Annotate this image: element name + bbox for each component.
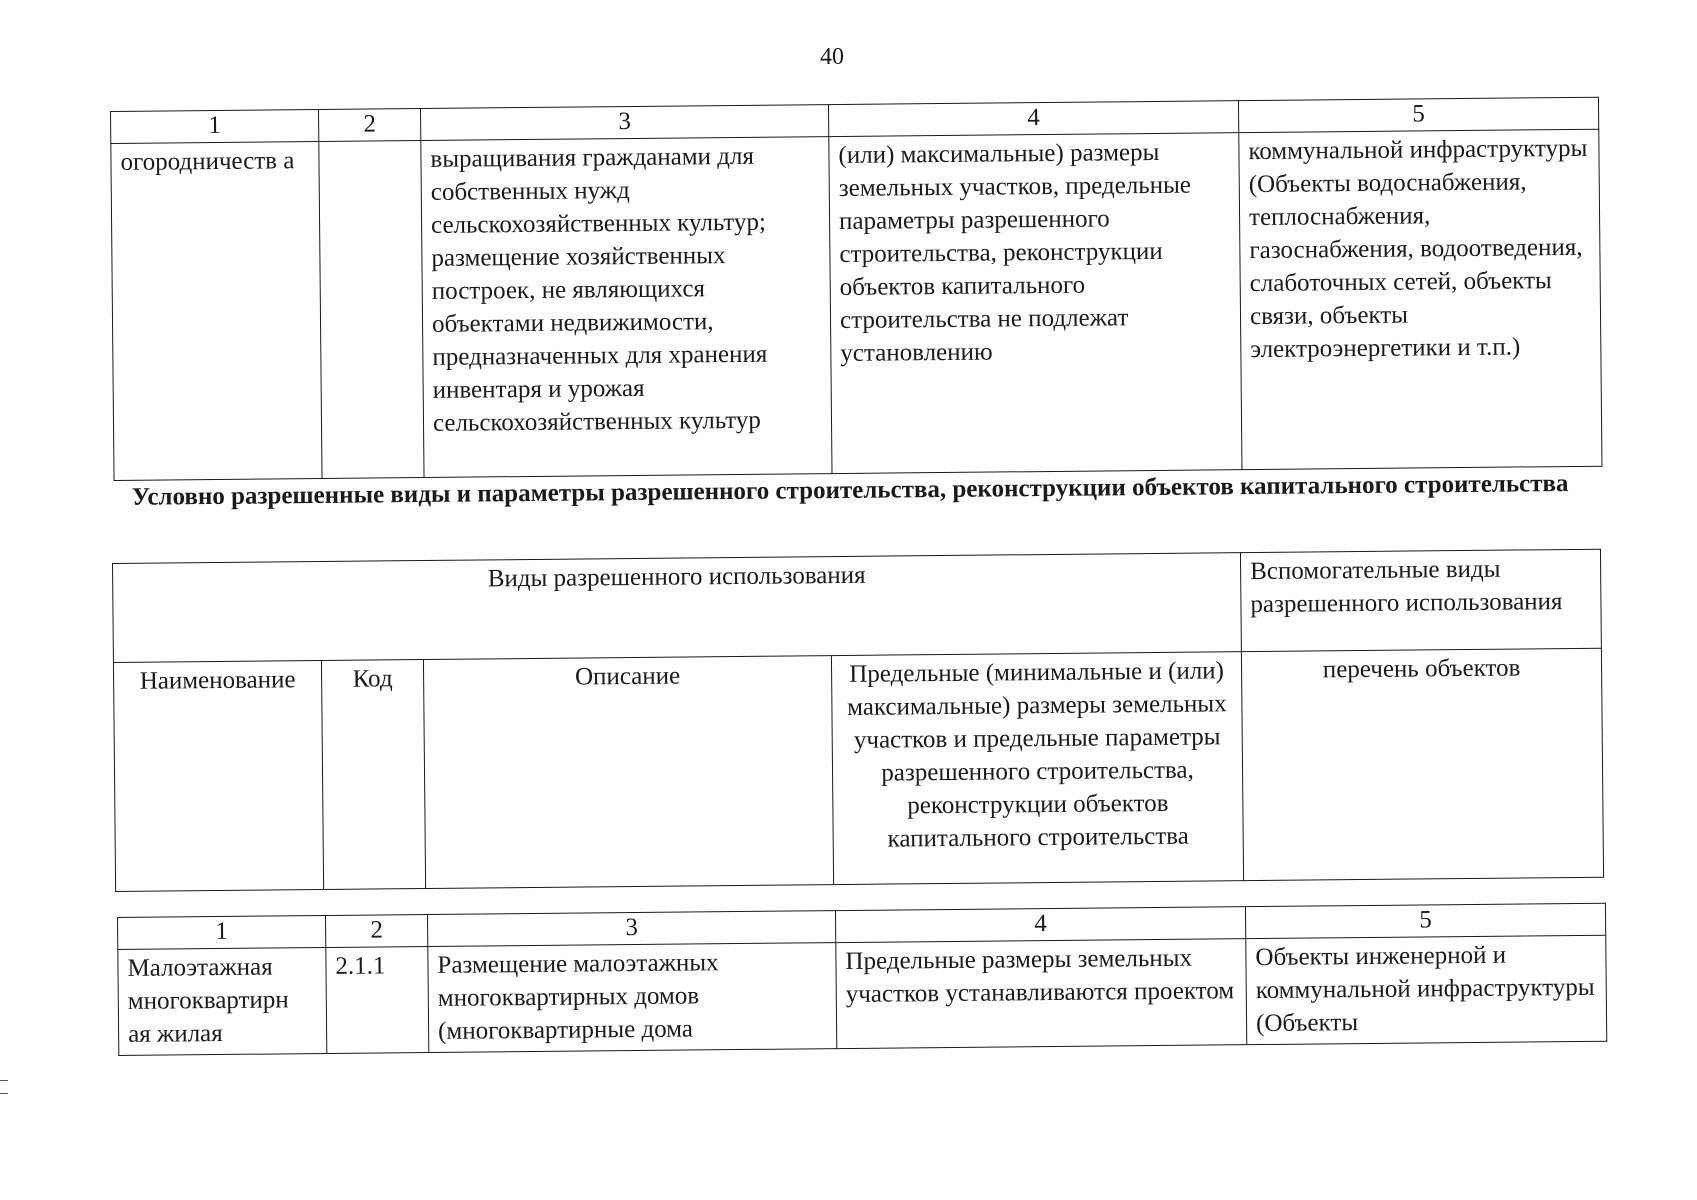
scan-margin-mark	[0, 1080, 8, 1094]
table-conditional-uses	[117, 903, 1607, 1056]
table-row	[118, 935, 1607, 1055]
use-description-cell: выращивания гражданами для собственных нужд сельскохозяйственных культур; размещение хозяйственных построек, не являющихся объектами недвижимости, предназначенных для хранения инвентаря и урожая сельскохозяйственных культур	[421, 137, 832, 478]
header-group-row	[113, 549, 1602, 662]
column-header-code: Код	[321, 660, 425, 890]
use-name-cell: Малоэтажная многоквартирн ая жилая	[118, 947, 327, 1055]
section-title: Условно разрешенные виды и параметры разрешенного строительства, реконструкции объектов капитального строительства	[131, 470, 1569, 511]
table-continuation	[110, 97, 1602, 481]
column-header-limits: Предельные (минимальные и (или) максимальные) размеры земельных участков и предельные параметры разрешенного строительства, реконструкции объектов капитального строительства	[831, 652, 1243, 885]
use-limits-cell: (или) максимальные) размеры земельных участков, предельные параметры разрешенного строительства, реконструкции объектов капитального строительства не подлежат установлению	[829, 133, 1242, 474]
column-header-name: Наименование	[113, 660, 323, 891]
permitted-uses-header: Виды разрешенного использования	[113, 553, 1242, 663]
column-number: 2	[318, 109, 420, 142]
table-row	[111, 129, 1602, 480]
column-number: 3	[420, 105, 828, 141]
column-header-description: Описание	[423, 656, 833, 889]
use-name-cell: огородничеств а	[111, 141, 322, 480]
column-number: 4	[828, 101, 1238, 137]
column-number: 1	[118, 915, 326, 949]
auxiliary-uses-header: Вспомогательные виды разрешенного использования	[1240, 549, 1601, 651]
page-number: 40	[820, 44, 844, 70]
column-number: 5	[1245, 903, 1605, 938]
column-number: 4	[835, 907, 1245, 943]
use-code-cell	[319, 141, 424, 479]
column-number: 2	[325, 915, 427, 948]
use-code-cell: 2.1.1	[326, 947, 429, 1054]
auxiliary-objects-cell: Объекты инженерной и коммунальной инфраструктуры (Объекты	[1246, 935, 1607, 1044]
use-description-cell: Размещение малоэтажных многоквартирных домов (многоквартирные дома	[428, 943, 837, 1053]
auxiliary-objects-cell: коммунальной инфраструктуры (Объекты водоснабжения, теплоснабжения, газоснабжения, водоотведения, слаботочных сетей, объекты связи, объекты электроэнергетики и т.п.)	[1239, 129, 1602, 469]
column-number: 1	[111, 109, 319, 143]
column-number: 5	[1238, 97, 1598, 132]
column-number: 3	[427, 911, 835, 947]
header-columns-row	[113, 648, 1603, 891]
table-header	[112, 549, 1604, 892]
column-header-objects: перечень объектов	[1241, 648, 1603, 880]
use-limits-cell: Предельные размеры земельных участков устанавливаются проектом	[836, 939, 1247, 1049]
